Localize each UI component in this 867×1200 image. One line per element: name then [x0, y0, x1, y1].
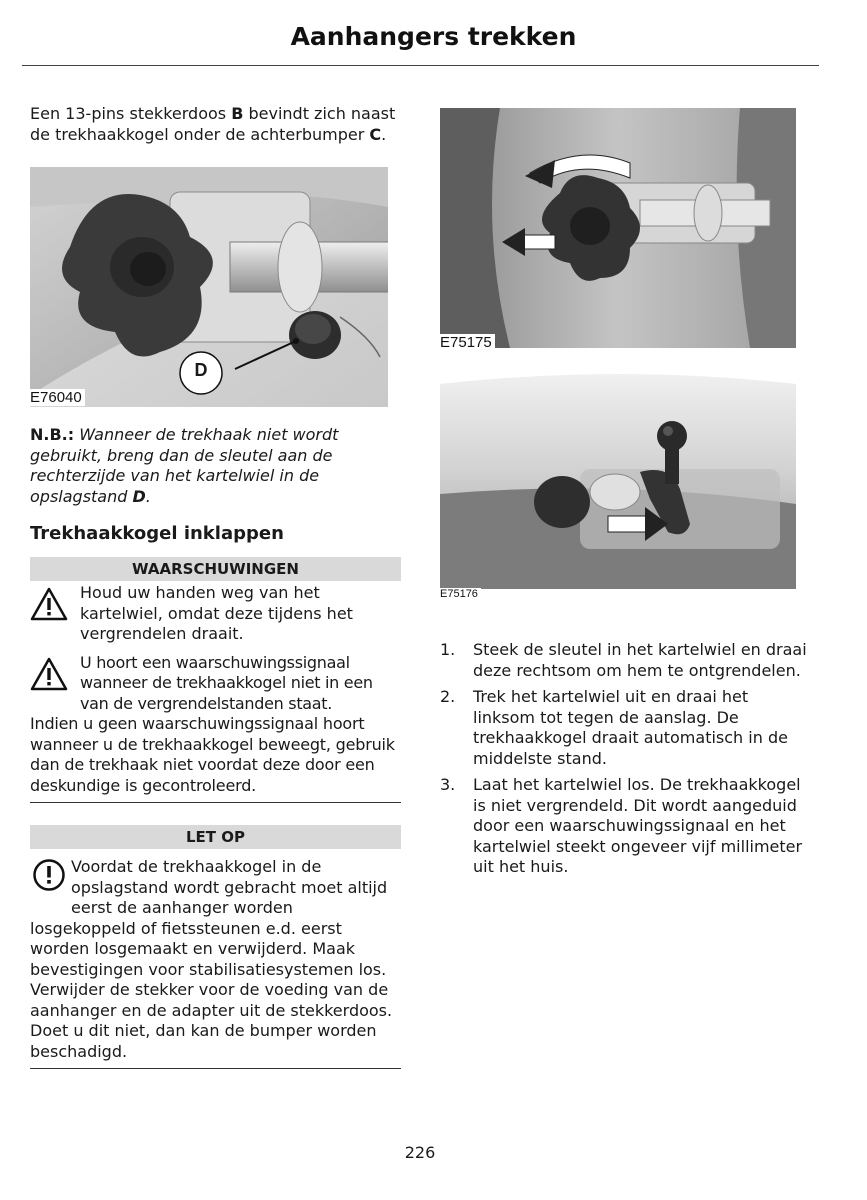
- callout-d: D: [194, 360, 208, 380]
- figure-ball-fold: [440, 374, 796, 604]
- tow-ball-fold-illustration: [440, 374, 796, 604]
- figure-code-e76040: E76040: [30, 389, 85, 406]
- exclamation-circle-icon: [32, 858, 66, 892]
- note-label: N.B.:: [30, 425, 75, 444]
- left-column: [30, 104, 401, 1069]
- header-divider: [22, 65, 819, 66]
- instruction-list: [440, 640, 810, 878]
- page-number: 226: [404, 1143, 436, 1162]
- warning-item-2: [30, 653, 401, 797]
- caution-divider: [30, 1068, 401, 1069]
- warning-text-2b: Indien u geen waarschuwingssignaal hoort wanneer u de trekhaakkogel beweegt, gebruik dan de trekhaak niet voordat deze door een deskundige is gecontroleerd.: [30, 714, 395, 795]
- caution-text-b: losgekoppeld of fietssteunen e.d. eerst worden losgemaakt en verwijderd. Maak bevestigingen voor stabilisatiesystemen los. Verwijder de stekker voor de voeding van de aanhanger en de adapter uit de stekkerdoos. Doet u dit niet, dan kan de bumper worden beschadigd.: [30, 918, 393, 1061]
- intro-bold-c: C: [369, 124, 382, 144]
- figure-code-e75176: E75176: [440, 588, 481, 600]
- list-item: [440, 775, 810, 878]
- caution-header: LET OP: [30, 825, 401, 849]
- figure-knob-rotate: [440, 108, 796, 348]
- step-number: 2.: [440, 687, 456, 706]
- intro-text-2: bevindt zich naast de trekhaakkogel onder de achterbumper: [30, 104, 396, 144]
- step-text: Steek de sleutel in het kartelwiel en draai deze rechtsom om hem te ontgrendelen.: [473, 640, 807, 680]
- figure-key-storage: [30, 167, 388, 407]
- warning-text-1: Houd uw handen weg van het kartelwiel, omdat deze tijdens het vergrendelen draait.: [80, 583, 353, 643]
- warning-triangle-icon: [30, 657, 68, 691]
- intro-text-1: Een 13-pins stekkerdoos: [30, 104, 232, 123]
- list-item: [440, 687, 810, 769]
- note-paragraph: [30, 425, 401, 507]
- caution-item: [30, 857, 401, 1062]
- caution-text-a: Voordat de trekhaakkogel in de opslagstand wordt gebracht moet altijd eerst de aanhanger worden: [71, 857, 388, 917]
- intro-bold-b: B: [231, 104, 244, 123]
- list-item: [440, 640, 810, 681]
- warnings-divider: [30, 802, 401, 803]
- step-number: 3.: [440, 775, 456, 794]
- note-bold-d: D: [132, 486, 146, 506]
- intro-paragraph: [30, 104, 401, 145]
- step-number: 1.: [440, 640, 456, 659]
- right-column: [440, 104, 810, 884]
- warning-text-2a: U hoort een waarschuwingssignaal wanneer de trekhaakkogel niet in een van de vergrendelstanden staat.: [80, 652, 373, 713]
- figure-code-e75175: E75175: [440, 334, 495, 348]
- warnings-header: WAARSCHUWINGEN: [30, 557, 401, 581]
- section-heading: Trekhaakkogel inklappen: [30, 523, 284, 544]
- intro-text-3: .: [381, 124, 387, 144]
- warning-item-1: [30, 583, 401, 645]
- step-text: Laat het kartelwiel los. De trekhaakkogel is niet vergrendeld. Dit wordt aangeduid door een waarschuwingssignaal en het kartelwiel steekt ongeveer vijf millimeter uit het huis.: [473, 775, 803, 876]
- note-end: .: [145, 486, 151, 506]
- note-text: Wanneer de trekhaak niet wordt gebruikt, breng dan de sleutel aan de rechterzijde van het kartelwiel in de opslagstand: [30, 425, 339, 506]
- page-title: Aanhangers trekken: [290, 22, 577, 51]
- knob-rotation-illustration: [440, 108, 796, 348]
- step-text: Trek het kartelwiel uit en draai het linksom tot tegen de aanslag. De trekhaakkogel draait automatisch in de middelste stand.: [473, 687, 788, 768]
- warning-triangle-icon: [30, 587, 68, 621]
